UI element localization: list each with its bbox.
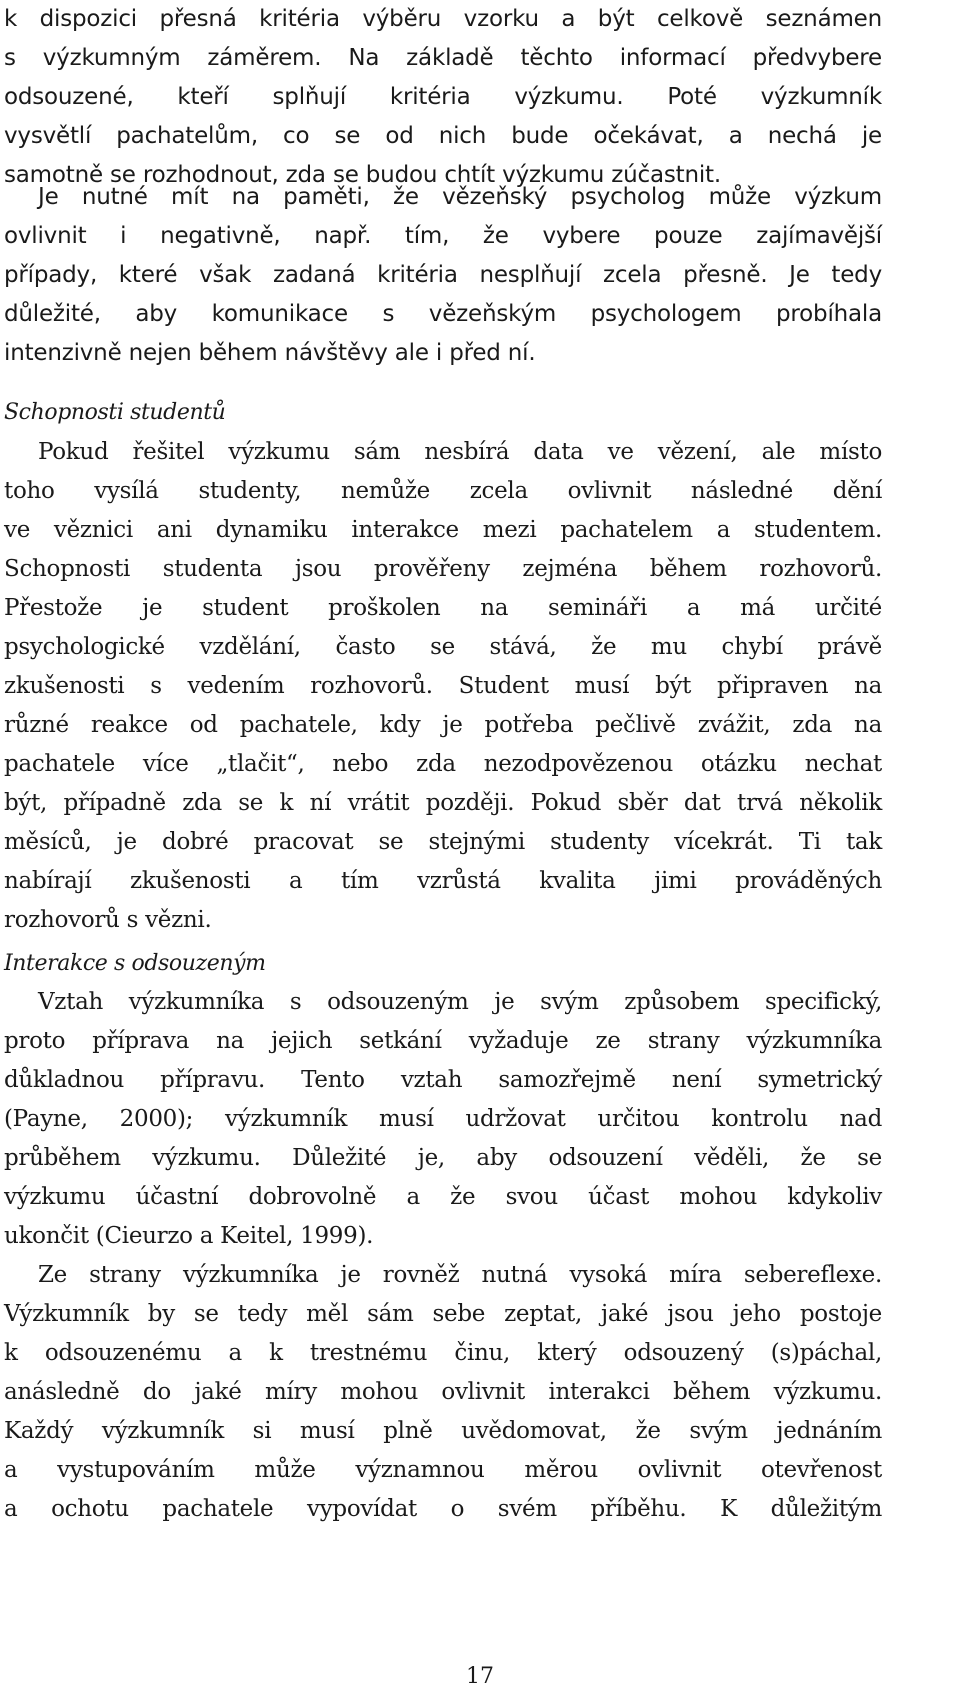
text-line: měsíců, je dobré pracovat se stejnými studenty vícekrát. Ti tak	[4, 829, 882, 855]
text-line: výzkumu účastní dobrovolně a že svou účast mohou kdykoliv	[4, 1184, 882, 1210]
paragraph-students	[4, 433, 882, 940]
text-line: s výzkumným záměrem. Na základě těchto informací předvybere	[4, 45, 882, 71]
text-line: odsouzené, kteří splňují kritéria výzkumu. Poté výzkumník	[4, 84, 882, 110]
text-line: Je nutné mít na paměti, že vězeňský psycholog může výzkum	[38, 184, 882, 210]
text-line: Přestože je student proškolen na semináři a má určité	[4, 595, 882, 621]
text-line: a ochotu pachatele vypovídat o svém příběhu. K důležitým	[4, 1496, 882, 1522]
text-line: Schopnosti studenta jsou prověřeny zejména během rozhovorů.	[4, 556, 882, 582]
text-line: intenzivně nejen během návštěvy ale i před ní.	[4, 340, 536, 366]
text-line: ukončit (Cieurzo a Keitel, 1999).	[4, 1223, 374, 1249]
text-line: ovlivnit i negativně, např. tím, že vybere pouze zajímavější	[4, 223, 882, 249]
text-line: Každý výzkumník si musí plně uvědomovat, že svým jednáním	[4, 1418, 882, 1444]
text-line: vysvětlí pachatelům, co se od nich bude očekávat, a nechá je	[4, 123, 882, 149]
text-line: případy, které však zadaná kritéria nesplňují zcela přesně. Je tedy	[4, 262, 882, 288]
paragraph-continuation	[4, 0, 882, 195]
text-line: Výzkumník by se tedy měl sám sebe zeptat, jaké jsou jeho postoje	[4, 1301, 882, 1327]
paragraph-psychologist	[4, 178, 882, 373]
text-line: anásledně do jaké míry mohou ovlivnit interakci během výzkumu.	[4, 1379, 882, 1405]
text-line: proto příprava na jejich setkání vyžaduje ze strany výzkumníka	[4, 1028, 882, 1054]
text-line: toho vysílá studenty, nemůže zcela ovlivnit následné dění	[4, 478, 882, 504]
text-line: k dispozici přesná kritéria výběru vzorku a být celkově seznámen	[4, 6, 882, 32]
text-line: nabírají zkušenosti a tím vzrůstá kvalita jimi prováděných	[4, 868, 882, 894]
text-line: ve věznici ani dynamiku interakce mezi pachatelem a studentem.	[4, 517, 882, 543]
text-line: být, případně zda se k ní vrátit později. Pokud sběr dat trvá několik	[4, 790, 882, 816]
section-heading-interaction: Interakce s odsouzeným	[4, 951, 266, 976]
text-line: rozhovorů s vězni.	[4, 907, 212, 933]
text-line: různé reakce od pachatele, kdy je potřeba pečlivě zvážit, zda na	[4, 712, 882, 738]
text-line: pachatele více „tlačit“, nebo zda nezodpovězenou otázku nechat	[4, 751, 882, 777]
text-line: zkušenosti s vedením rozhovorů. Student musí být připraven na	[4, 673, 882, 699]
text-line: (Payne, 2000); výzkumník musí udržovat určitou kontrolu nad	[4, 1106, 882, 1132]
text-line: Vztah výzkumníka s odsouzeným je svým způsobem specifický,	[38, 989, 882, 1015]
paragraph-interaction-1	[4, 983, 882, 1256]
text-line: důležité, aby komunikace s vězeňským psychologem probíhala	[4, 301, 882, 327]
section-heading-students: Schopnosti studentů	[4, 400, 226, 425]
text-line: důkladnou přípravu. Tento vztah samozřejmě není symetrický	[4, 1067, 882, 1093]
paragraph-interaction-2	[4, 1256, 882, 1529]
text-line: Pokud řešitel výzkumu sám nesbírá data ve vězení, ale místo	[38, 439, 882, 465]
text-line: k odsouzenému a k trestnému činu, který odsouzený (s)páchal,	[4, 1340, 882, 1366]
text-line: Ze strany výzkumníka je rovněž nutná vysoká míra sebereflexe.	[38, 1262, 882, 1288]
text-line: psychologické vzdělání, často se stává, že mu chybí právě	[4, 634, 882, 660]
page-number: 17	[466, 1664, 494, 1689]
text-line: průběhem výzkumu. Důležité je, aby odsouzení věděli, že se	[4, 1145, 882, 1171]
text-line: samotně se rozhodnout, zda se budou chtít výzkumu zúčastnit.	[4, 162, 721, 188]
text-line: a vystupováním může významnou měrou ovlivnit otevřenost	[4, 1457, 882, 1483]
